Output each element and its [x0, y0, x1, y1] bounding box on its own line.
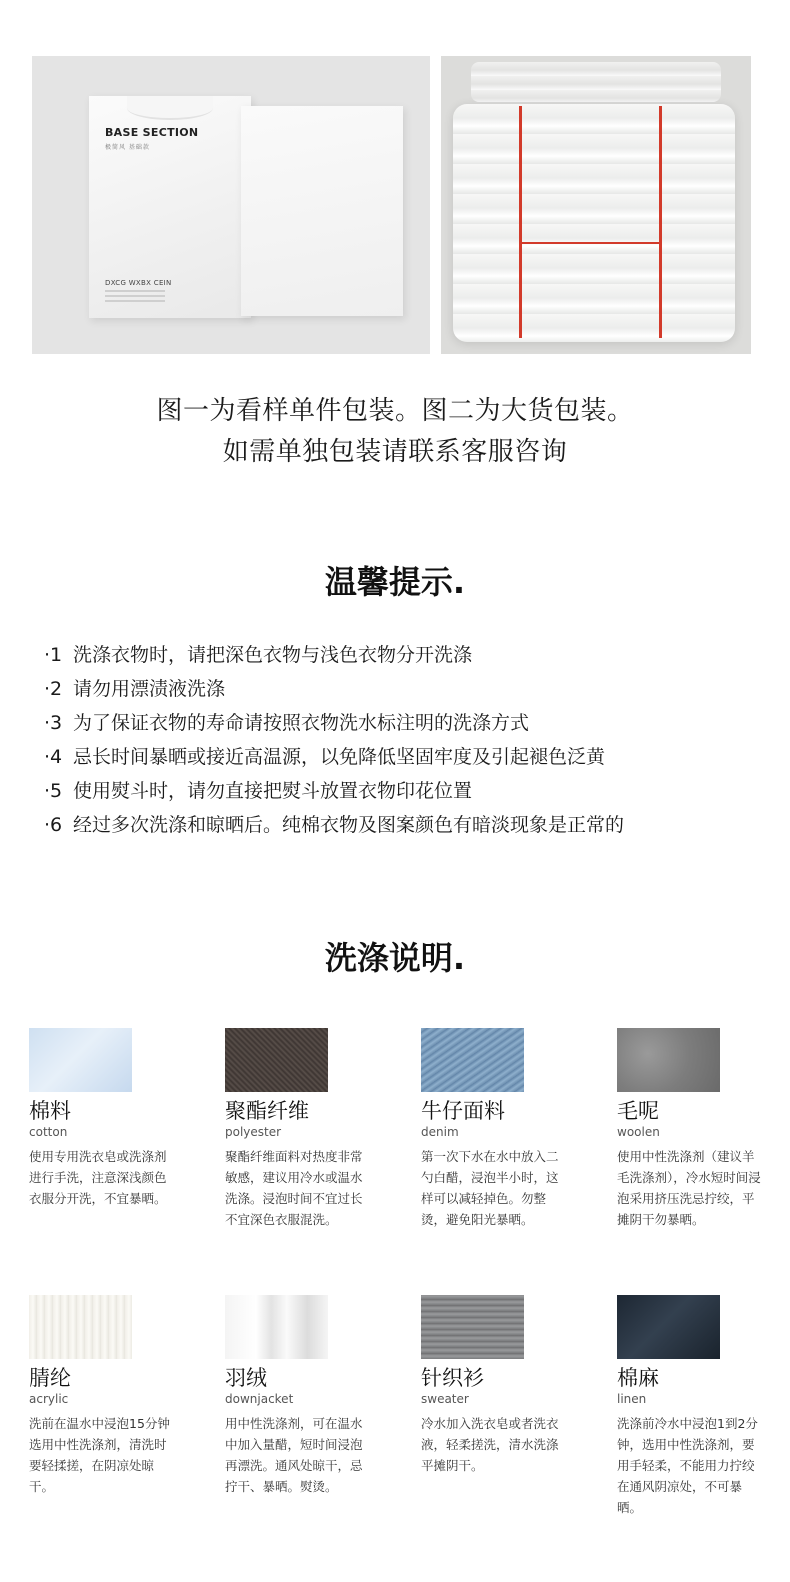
tip-item: [44, 677, 764, 711]
tip-item: [44, 643, 764, 677]
bulk-bundle-top: [471, 62, 721, 102]
tshirt-brand-label: BASE SECTION: [105, 126, 199, 139]
tip-number: ·5: [44, 780, 63, 802]
fabric-care-text: 冷水加入洗衣皂或者洗衣液，轻柔搓洗，清水洗涤平摊阴干。: [421, 1416, 559, 1473]
fabric-swatch: [225, 1028, 328, 1092]
tip-number: ·3: [44, 712, 63, 734]
packaging-caption-line-1: 图一为看样单件包装。图二为大货包装。: [156, 396, 634, 426]
fabric-care-text: 洗前在温水中浸泡15分钟选用中性洗涤剂，清洗时要轻揉搓，在阴凉处晾干。: [29, 1416, 170, 1494]
fabric-english-name: acrylic: [29, 1392, 69, 1406]
fabric-swatch: [617, 1295, 720, 1359]
fabric-name: 羽绒: [225, 1366, 267, 1390]
fabric-name: 毛呢: [617, 1099, 659, 1123]
fabric-english-name: denim: [421, 1125, 459, 1139]
tshirt-collar: [127, 96, 213, 120]
fabric-name: 聚酯纤维: [225, 1099, 309, 1123]
tip-text: 为了保证衣物的寿命请按照衣物洗水标注明的洗涤方式: [73, 712, 530, 734]
bulk-packaging-photo: [441, 56, 751, 354]
packaged-tshirt-plain: [241, 106, 403, 316]
fabric-card-sweater: [421, 1295, 591, 1476]
fabric-name: 棉麻: [617, 1366, 659, 1390]
tip-text: 经过多次洗涤和晾晒后。纯棉衣物及图案颜色有暗淡现象是正常的: [73, 814, 625, 836]
packaging-caption-line-2: 如需单独包装请联系客服咨询: [222, 437, 568, 467]
sample-packaging-photo: [32, 56, 430, 354]
fabric-english-name: downjacket: [225, 1392, 294, 1406]
fabric-name: 牛仔面料: [421, 1099, 505, 1123]
tip-text: 洗涤衣物时，请把深色衣物与浅色衣物分开洗涤: [73, 644, 473, 666]
fabric-card-polyester: [225, 1028, 395, 1230]
fabric-english-name: polyester: [225, 1125, 282, 1139]
fabric-swatch: [421, 1295, 524, 1359]
tip-item: [44, 779, 764, 813]
tip-number: ·2: [44, 678, 63, 700]
tip-number: ·1: [44, 644, 63, 666]
tip-text: 请勿用漂渍液洗涤: [73, 678, 226, 700]
fabric-care-text: 使用中性洗涤剂（建议羊毛洗涤剂），冷水短时间浸泡采用挤压洗忌拧绞，平摊阴干勿暴晒。: [617, 1149, 761, 1227]
fabric-english-name: sweater: [421, 1392, 469, 1406]
fabric-english-name: cotton: [29, 1125, 68, 1139]
red-strap: [659, 106, 662, 338]
packaged-tshirt: [89, 96, 251, 318]
fabric-card-cotton: [29, 1028, 199, 1209]
tips-list: [44, 643, 764, 847]
fabric-card-downjacket: [225, 1295, 395, 1497]
fabric-care-text: 使用专用洗衣皂或洗涤剂进行手洗，注意深浅颜色衣服分开洗，不宜暴晒。: [29, 1149, 167, 1206]
bulk-bundle: [453, 104, 735, 342]
tip-item: [44, 745, 764, 779]
fabric-card-denim: [421, 1028, 591, 1230]
fabric-swatch: [29, 1028, 132, 1092]
tshirt-code-label: DXCG WXBX CEIN: [105, 279, 172, 287]
fabric-english-name: linen: [617, 1392, 647, 1406]
fabric-name: 腈纶: [29, 1366, 71, 1390]
fabric-care-text: 第一次下水在水中放入二勺白醋，浸泡半小时，这样可以减轻掉色。勿整烫，避免阳光暴晒。: [421, 1149, 559, 1227]
tip-item: [44, 813, 764, 847]
fabric-card-woolen: [617, 1028, 787, 1230]
tip-number: ·4: [44, 746, 63, 768]
fabric-swatch: [225, 1295, 328, 1359]
tip-item: [44, 711, 764, 745]
fabric-name: 针织衫: [421, 1366, 484, 1390]
fabric-care-text: 聚酯纤维面料对热度非常敏感，建议用冷水或温水洗涤。浸泡时间不宜过长不宜深色衣服混洗。: [225, 1149, 363, 1227]
red-strap: [519, 106, 522, 338]
fabric-name: 棉料: [29, 1099, 71, 1123]
tip-text: 使用熨斗时，请勿直接把熨斗放置衣物印花位置: [73, 780, 473, 802]
tshirt-sub-label: 极简风 基础款: [105, 144, 150, 151]
fabric-swatch: [29, 1295, 132, 1359]
fabric-care-text: 用中性洗涤剂，可在温水中加入量醋，短时间浸泡再漂洗。通风处晾干，忌拧干、暴晒。熨烫。: [225, 1416, 363, 1494]
tip-number: ·6: [44, 814, 63, 836]
tips-title: 温馨提示.: [324, 563, 466, 601]
fabric-swatch: [617, 1028, 720, 1092]
tshirt-fine-print: [105, 290, 165, 305]
washing-title: 洗涤说明.: [324, 939, 466, 977]
red-strap: [519, 242, 662, 244]
fabric-swatch: [421, 1028, 524, 1092]
fabric-card-acrylic: [29, 1295, 199, 1497]
fabric-care-text: 洗涤前冷水中浸泡1到2分钟，选用中性洗涤剂，要用手轻柔，不能用力拧绞在通风阴凉处，不可暴晒。: [617, 1416, 758, 1515]
fabric-english-name: woolen: [617, 1125, 660, 1139]
tip-text: 忌长时间暴晒或接近高温源，以免降低坚固牢度及引起褪色泛黄: [73, 746, 606, 768]
fabric-card-linen: [617, 1295, 787, 1518]
